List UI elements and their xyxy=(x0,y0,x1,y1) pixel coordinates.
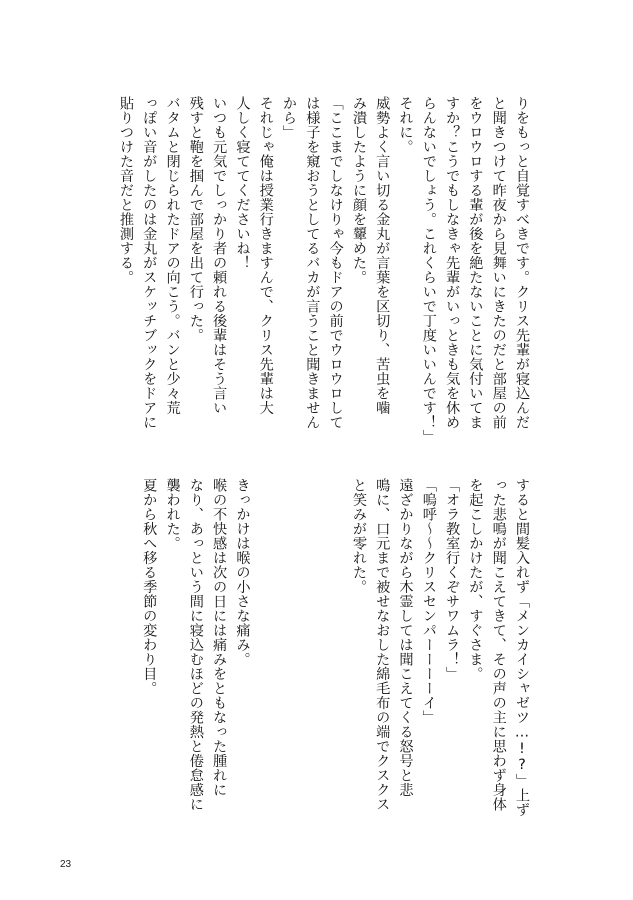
blank-line xyxy=(277,478,300,826)
text-line: 喉の不快感は次の日には痛みをともなった腫れに xyxy=(211,478,228,797)
page-number: 23 xyxy=(60,859,72,870)
text-line: 残すと鞄を掴んで部屋を出て行った。 xyxy=(187,96,204,343)
text-line: すか？こうでもしなきゃ先輩がいっときも気を休め xyxy=(444,96,461,430)
text-line: をウロウロする輩が後を絶たないことに気付いてま xyxy=(467,96,484,430)
text-block-upper xyxy=(114,96,533,444)
text-line: それじゃ俺は授業行きますんで、クリス先輩は大 xyxy=(257,96,274,415)
text-line: りをもっと自覚すべきです。クリス先輩が寝込んだ xyxy=(514,96,530,430)
text-line: すると間髪入れず「メンカイシャゼツ…!?」上ず xyxy=(514,478,530,817)
text-line: 威勢よく言い切る金丸が言葉を区切り、苦虫を噛 xyxy=(374,96,391,415)
text-line: 「オラ教室行くぞサワムラ！」 xyxy=(444,478,461,681)
text-line: 「嗚呼〜〜クリスセンパーーーーイ」 xyxy=(420,478,437,725)
text-line: らんないでしょう。これくらいで丁度いいんです！」 xyxy=(420,96,437,444)
text-line: は様子を窺おうとしてるバカが言うこと聞きません xyxy=(304,96,321,430)
text-line: 「ここまでしなけりゃ今もドアの前でウロウロして xyxy=(327,96,344,430)
blank-line xyxy=(300,478,323,826)
text-block-lower xyxy=(137,478,533,826)
text-line: と聞きつけて昨夜から見舞いにきたのだと部屋の前 xyxy=(490,96,507,430)
text-line: 鳴に、口元まで被せなおした綿毛布の端でクスクス xyxy=(374,478,391,812)
text-line: 人しく寝ててくださいね！ xyxy=(234,96,251,270)
text-line: を起こしかけたが、すぐさま。 xyxy=(467,478,484,681)
text-line: から」 xyxy=(281,96,298,140)
blank-line xyxy=(253,478,276,826)
text-line: 貼りつけた音だと推測する。 xyxy=(117,96,134,285)
text-line: なり、あっという間に寝込むほどの発熱と倦怠感に xyxy=(187,478,204,812)
text-line: いつも元気でしっかり者の頼れる後輩はそう言い xyxy=(211,96,228,415)
text-line: バタムと閉じられたドアの向こう。バンと少々荒 xyxy=(164,96,181,415)
text-line: それに。 xyxy=(397,96,414,154)
text-line: と笑みが零れた。 xyxy=(350,478,367,594)
text-line: っぽい音がしたのは金丸がスケッチブックをドアに xyxy=(141,96,158,430)
text-line: 夏から秋へ移る季節の変わり目。 xyxy=(141,478,158,696)
blank-line xyxy=(323,478,346,826)
text-line: 遠ざかりながら木霊しては聞こえてくる怒号と悲 xyxy=(397,478,414,797)
text-line: み潰したように顔を顰めた。 xyxy=(350,96,367,285)
text-line: きっかけは喉の小さな痛み。 xyxy=(234,478,251,667)
text-line: 襲われた。 xyxy=(164,478,181,551)
text-line: った悲鳴が聞こえてきて、その声の主に思わず身体 xyxy=(490,478,507,812)
